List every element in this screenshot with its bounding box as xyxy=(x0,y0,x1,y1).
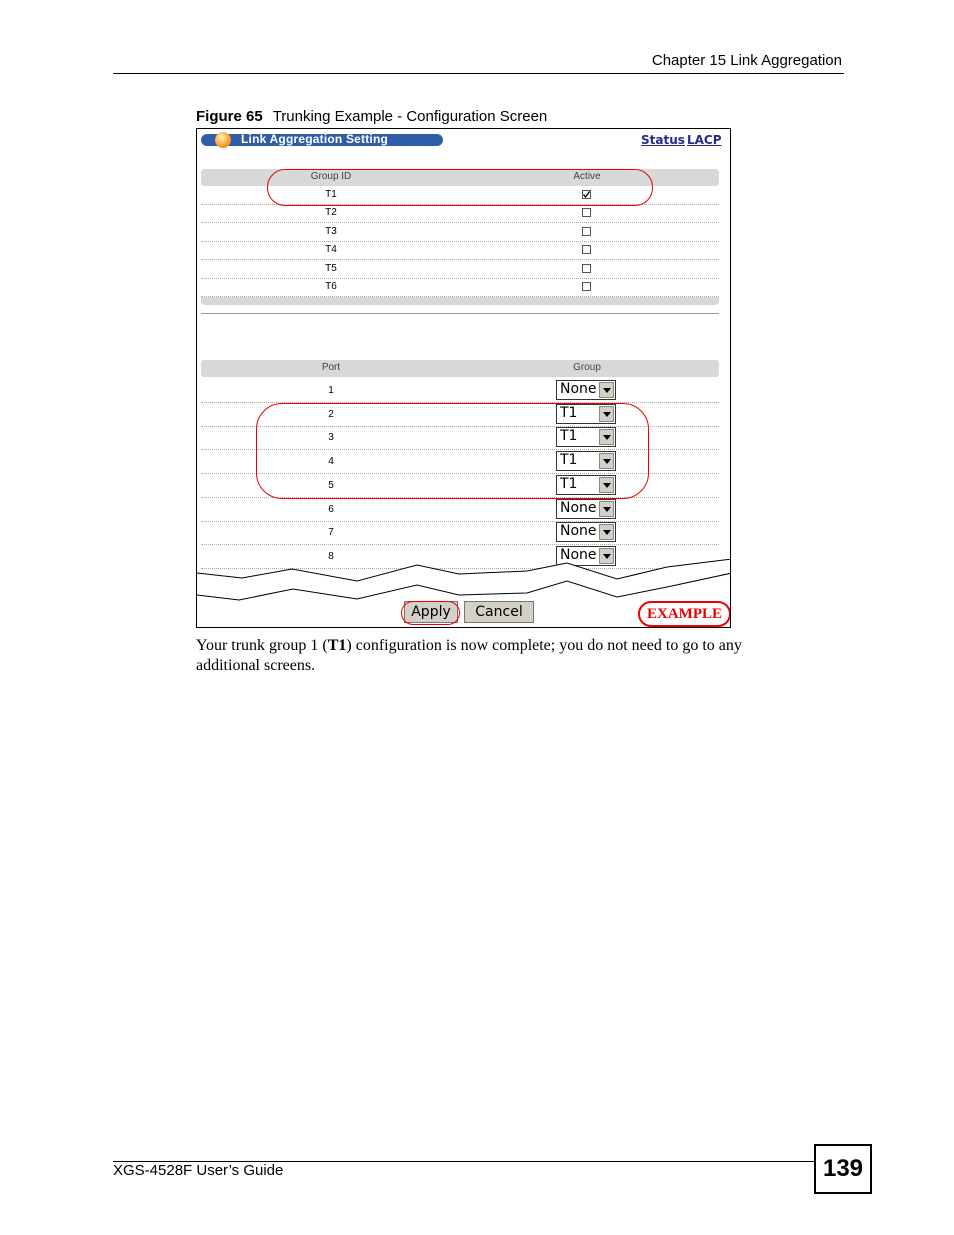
group-select-value: T1 xyxy=(560,404,578,421)
group-id-cell: T3 xyxy=(325,225,337,237)
lacp-link[interactable]: LACP xyxy=(687,133,722,147)
group-id-cell: T1 xyxy=(325,189,337,200)
group-select-value: T1 xyxy=(560,428,578,445)
active-checkbox[interactable] xyxy=(582,227,591,236)
group-row xyxy=(201,223,719,242)
apply-highlight xyxy=(401,601,460,625)
body-text-bold: T1 xyxy=(327,637,347,654)
body-text-after: ) configuration is now complete; you do not need to go to any additional screens. xyxy=(196,637,742,674)
status-link[interactable]: Status xyxy=(641,133,685,147)
group-id-cell: T4 xyxy=(325,244,337,256)
group-select-value: None xyxy=(560,546,597,563)
group-select[interactable] xyxy=(556,522,616,542)
port-row xyxy=(201,498,719,522)
port-number-cell: 2 xyxy=(328,408,334,420)
active-checkbox[interactable] xyxy=(582,208,591,217)
group-row xyxy=(201,241,719,260)
screen-title: Link Aggregation Setting xyxy=(241,132,389,146)
group-id-cell: T5 xyxy=(325,262,337,274)
group-row xyxy=(201,278,719,297)
title-orb-icon xyxy=(215,132,231,148)
figure-title: Trunking Example - Configuration Screen xyxy=(272,108,548,125)
port-table-header xyxy=(201,360,719,377)
torn-edge xyxy=(197,559,731,604)
group-id-cell: T2 xyxy=(325,207,337,219)
chevron-down-icon[interactable] xyxy=(599,501,614,517)
group-header: Group xyxy=(573,362,601,373)
group-id-cell: T6 xyxy=(325,281,337,292)
active-checkbox[interactable] xyxy=(582,264,591,273)
screenshot-frame xyxy=(196,128,731,628)
group-table-footer xyxy=(201,297,719,305)
example-stamp: EXAMPLE xyxy=(638,601,731,627)
figure-label: Figure 65 xyxy=(196,108,263,125)
chapter-header: Chapter 15 Link Aggregation xyxy=(651,52,842,69)
port-row xyxy=(201,379,719,403)
ports-highlight xyxy=(256,403,649,499)
port-row xyxy=(201,521,719,545)
group-select[interactable] xyxy=(556,499,616,519)
chevron-down-icon[interactable] xyxy=(599,382,614,398)
header-rule xyxy=(113,73,844,74)
section-divider xyxy=(201,313,719,314)
body-text-before: Your trunk group 1 ( xyxy=(196,637,328,654)
group-select[interactable] xyxy=(556,380,616,400)
active-checkbox[interactable] xyxy=(582,282,591,291)
group-t1-highlight xyxy=(267,169,653,206)
group-select-value: None xyxy=(560,499,597,516)
group-row xyxy=(201,260,719,279)
group-select-value: T1 xyxy=(560,452,578,469)
port-header: Port xyxy=(321,362,341,373)
cancel-button[interactable]: Cancel xyxy=(464,601,534,623)
apply-button[interactable]: Apply xyxy=(404,601,458,623)
port-number-cell: 5 xyxy=(328,479,334,491)
port-number-cell: 7 xyxy=(328,527,334,539)
port-number-cell: 3 xyxy=(328,432,334,444)
port-number-cell: 4 xyxy=(328,456,334,468)
body-paragraph xyxy=(196,636,796,676)
footer-guide: XGS-4528F User’s Guide xyxy=(113,1162,284,1179)
active-header: Active xyxy=(573,171,601,182)
port-number-cell: 1 xyxy=(328,385,334,396)
group-select-value: None xyxy=(560,523,597,540)
port-number-cell: 8 xyxy=(328,550,334,562)
page-number: 139 xyxy=(814,1144,872,1194)
figure-caption xyxy=(196,108,547,125)
group-row xyxy=(201,204,719,223)
port-number-cell: 6 xyxy=(328,503,334,515)
group-select-value: T1 xyxy=(560,475,578,492)
active-checkbox[interactable] xyxy=(582,245,591,254)
group-id-header: Group ID xyxy=(310,171,352,182)
group-select-value: None xyxy=(560,381,597,397)
chevron-down-icon[interactable] xyxy=(599,524,614,540)
